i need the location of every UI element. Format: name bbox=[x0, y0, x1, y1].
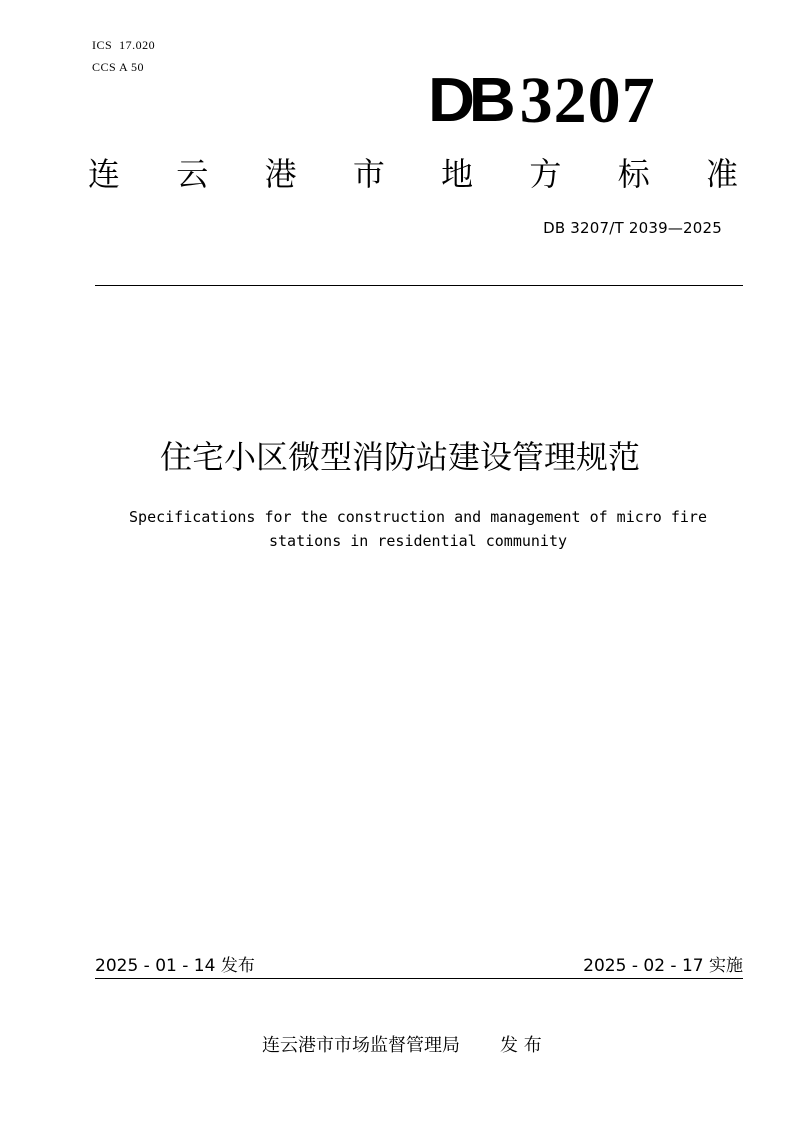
header-divider bbox=[95, 285, 743, 286]
standard-type-char: 连 bbox=[88, 155, 121, 193]
ccs-code: CCS A 50 bbox=[92, 60, 145, 74]
document-title-en bbox=[0, 505, 800, 553]
standard-type-char: 港 bbox=[264, 155, 297, 193]
db-logo-number: 3207 bbox=[519, 64, 656, 137]
publisher-action: 发 布 bbox=[500, 1035, 542, 1056]
document-title-cn: 住宅小区微型消防站建设管理规范 bbox=[159, 438, 640, 476]
standard-type-char: 地 bbox=[441, 155, 474, 193]
db-logo-letters: DB bbox=[428, 66, 510, 135]
standard-type-char: 方 bbox=[529, 155, 562, 193]
publisher-line bbox=[262, 1034, 542, 1058]
db-standard-logo bbox=[428, 64, 656, 137]
implementation-date: 2025 - 02 - 17 实施 bbox=[583, 956, 743, 976]
standard-type-char: 云 bbox=[176, 155, 209, 193]
publisher-name: 连云港市市场监督管理局 bbox=[262, 1035, 460, 1056]
standard-type-char: 标 bbox=[617, 155, 650, 193]
footer-divider bbox=[95, 978, 743, 979]
standard-type-char: 准 bbox=[705, 155, 738, 193]
document-title-en-line-1: Specifications for the construction and management of micro fire bbox=[129, 508, 707, 526]
document-title-en-line-2: stations in residential community bbox=[268, 532, 567, 550]
standard-number: DB 3207/T 2039—2025 bbox=[543, 219, 722, 237]
issue-date: 2025 - 01 - 14 发布 bbox=[95, 956, 255, 976]
standard-type-title bbox=[88, 150, 738, 198]
ics-code: ICS 17.020 bbox=[92, 38, 156, 52]
standard-type-char: 市 bbox=[352, 155, 385, 193]
